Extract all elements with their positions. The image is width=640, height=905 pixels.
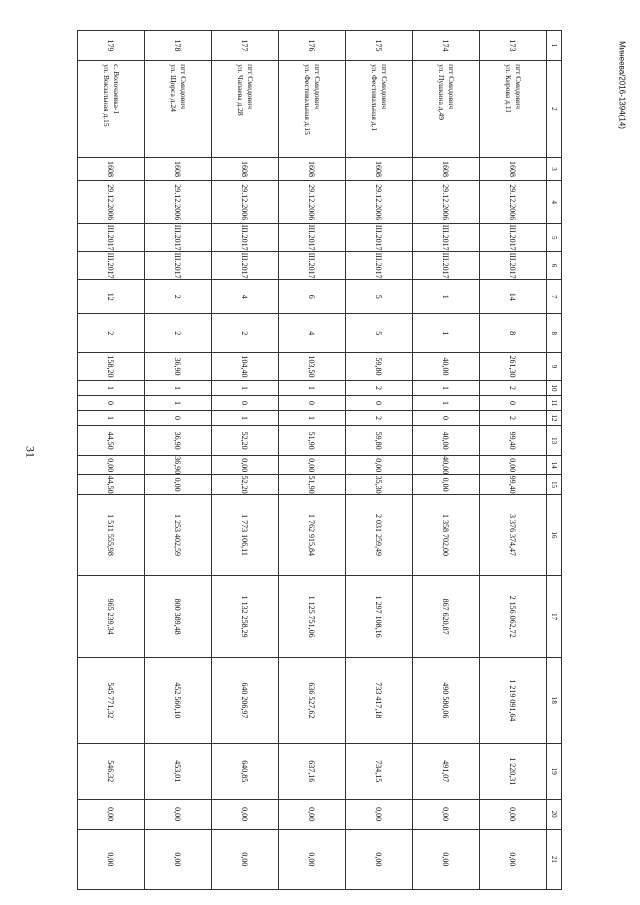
table-cell: 0,00: [279, 829, 346, 889]
address-line: пгт Смидович: [380, 64, 389, 109]
table-cell: III.2017: [346, 224, 413, 252]
address-line: ул. Фестивальная д.15: [303, 64, 312, 135]
table-cell: 0,00: [212, 829, 279, 889]
table-cell: 173: [480, 31, 547, 61]
table-cell: 2: [346, 411, 413, 426]
table-cell: 0,00: [413, 799, 480, 829]
table-cell: 1: [413, 380, 480, 395]
table-cell: 2: [78, 314, 145, 353]
table-cell: 175: [346, 31, 413, 61]
table-cell: 8: [480, 314, 547, 353]
table-row: [480, 31, 547, 890]
table-cell: 51,90: [279, 475, 346, 494]
column-number-cell: 11: [547, 395, 562, 410]
table-cell: 2: [212, 314, 279, 353]
table-cell: 491,07: [413, 743, 480, 799]
table-cell: 40,00: [413, 353, 480, 381]
table-cell: 178: [145, 31, 212, 61]
table-cell: III.2017: [480, 252, 547, 280]
table-cell: III.2017: [279, 252, 346, 280]
table-cell: 5: [346, 280, 413, 314]
table-cell: 0,00: [145, 799, 212, 829]
table-cell: 1 125 751,06: [279, 576, 346, 658]
table-cell: III.2017: [480, 224, 547, 252]
table-cell: 29.12.2006: [78, 181, 145, 224]
table-cell: 12: [78, 280, 145, 314]
table-row: [346, 31, 413, 890]
table-cell: 6: [279, 280, 346, 314]
address-line: пгт Смидович: [179, 64, 188, 109]
table-cell: 29.12.2006: [346, 181, 413, 224]
table-cell: 734,15: [346, 743, 413, 799]
table-cell: 1 511 555,98: [78, 494, 145, 576]
table-cell: 640 206,97: [212, 657, 279, 743]
column-number-cell: 15: [547, 475, 562, 494]
table-cell: 99,40: [480, 426, 547, 456]
table-cell: 2: [145, 314, 212, 353]
table-cell: 0,00: [480, 829, 547, 889]
table-cell: 1608: [145, 157, 212, 181]
table-cell: III.2017: [78, 252, 145, 280]
column-number-cell: 2: [547, 61, 562, 158]
table-cell: 1608: [78, 157, 145, 181]
table-cell: 3 376 374,47: [480, 494, 547, 576]
table-cell: 1 358 702,00: [413, 494, 480, 576]
column-number-cell: 21: [547, 829, 562, 889]
column-number-cell: 20: [547, 799, 562, 829]
table-cell: 35,30: [346, 475, 413, 494]
address-line: ул. Чапаева д.28: [236, 64, 245, 116]
table-cell: 4: [212, 280, 279, 314]
table-cell: 176: [279, 31, 346, 61]
table-cell: 36,90: [145, 456, 212, 475]
address-cell: [78, 61, 145, 158]
address-line: ул. Кирова д.11: [504, 64, 513, 114]
address-line: с. Волочаевка-1: [112, 64, 121, 115]
page-number: 31: [23, 446, 38, 458]
address-line: пгт Смидович: [447, 64, 456, 109]
table-cell: 0: [212, 395, 279, 410]
address-line: пгт Смидович: [246, 64, 255, 109]
table-cell: 1: [78, 411, 145, 426]
table-cell: 0: [279, 395, 346, 410]
column-number-cell: 8: [547, 314, 562, 353]
table-cell: 174: [413, 31, 480, 61]
table-cell: 1: [413, 395, 480, 410]
table-cell: 0,00: [212, 456, 279, 475]
table-cell: 0: [78, 395, 145, 410]
table-cell: 452 560,10: [145, 657, 212, 743]
column-number-cell: 6: [547, 252, 562, 280]
data-table: [77, 30, 562, 890]
address-cell: [212, 61, 279, 158]
table-cell: 44,50: [78, 475, 145, 494]
table-cell: 29.12.2006: [413, 181, 480, 224]
table-cell: III.2017: [78, 224, 145, 252]
table-cell: 0,00: [279, 799, 346, 829]
column-number-cell: 1: [547, 31, 562, 61]
table-cell: 0,00: [212, 799, 279, 829]
table-cell: 0,00: [480, 456, 547, 475]
table-cell: 1: [145, 380, 212, 395]
column-number-cell: 7: [547, 280, 562, 314]
table-cell: 800 389,48: [145, 576, 212, 658]
table-cell: 158,20: [78, 353, 145, 381]
table-cell: III.2017: [413, 224, 480, 252]
table-cell: 490 580,06: [413, 657, 480, 743]
table-cell: 99,40: [480, 475, 547, 494]
table-cell: 0,00: [346, 799, 413, 829]
table-cell: 453,01: [145, 743, 212, 799]
table-cell: 0: [480, 395, 547, 410]
table-cell: 1 762 915,84: [279, 494, 346, 576]
table-cell: 1608: [279, 157, 346, 181]
table-cell: 1 773 106,11: [212, 494, 279, 576]
column-number-cell: 13: [547, 426, 562, 456]
table-cell: 2 031 259,49: [346, 494, 413, 576]
table-cell: 179: [78, 31, 145, 61]
table-cell: 59,80: [346, 426, 413, 456]
table-cell: 2: [480, 411, 547, 426]
table-cell: III.2017: [145, 224, 212, 252]
table-cell: 0,00: [145, 475, 212, 494]
column-number-cell: 17: [547, 576, 562, 658]
table-cell: 867 620,87: [413, 576, 480, 658]
table-cell: 36,90: [145, 426, 212, 456]
table-cell: 40,00: [413, 456, 480, 475]
column-number-cell: 9: [547, 353, 562, 381]
table-cell: 1: [212, 411, 279, 426]
table-cell: 1 220,31: [480, 743, 547, 799]
table-cell: 0,00: [413, 475, 480, 494]
table-cell: III.2017: [279, 224, 346, 252]
table-cell: 1608: [212, 157, 279, 181]
address-cell: [279, 61, 346, 158]
table-cell: 0,00: [346, 456, 413, 475]
address-cell: [480, 61, 547, 158]
table-cell: III.2017: [212, 224, 279, 252]
column-number-cell: 10: [547, 380, 562, 395]
address-cell: [346, 61, 413, 158]
table-cell: 1: [279, 380, 346, 395]
address-cell: [145, 61, 212, 158]
table-cell: 0,00: [279, 456, 346, 475]
address-line: ул. Щорса д.24: [169, 64, 178, 112]
column-number-cell: 19: [547, 743, 562, 799]
table-cell: III.2017: [212, 252, 279, 280]
table-cell: 640,85: [212, 743, 279, 799]
table-cell: 0,00: [413, 829, 480, 889]
table-cell: III.2017: [346, 252, 413, 280]
column-number-cell: 3: [547, 157, 562, 181]
table-cell: 177: [212, 31, 279, 61]
table-cell: 733 417,18: [346, 657, 413, 743]
table-cell: 1608: [346, 157, 413, 181]
table-cell: 36,90: [145, 353, 212, 381]
table-cell: 965 239,34: [78, 576, 145, 658]
table-cell: 4: [279, 314, 346, 353]
table-cell: 636 527,62: [279, 657, 346, 743]
table-cell: 0: [346, 395, 413, 410]
table-cell: 546,32: [78, 743, 145, 799]
table-cell: 1: [212, 380, 279, 395]
address-line: ул. Пушкина д.49: [437, 64, 446, 120]
column-number-cell: 14: [547, 456, 562, 475]
address-line: пгт Смидович: [514, 64, 523, 109]
table-cell: 2 156 062,72: [480, 576, 547, 658]
table-cell: 29.12.2006: [279, 181, 346, 224]
table-cell: 0: [413, 411, 480, 426]
table-cell: 2: [346, 380, 413, 395]
table-cell: 44,50: [78, 426, 145, 456]
table-cell: 104,40: [212, 353, 279, 381]
table-cell: 1 219 091,64: [480, 657, 547, 743]
column-number-cell: 16: [547, 494, 562, 576]
table-cell: 29.12.2006: [480, 181, 547, 224]
table-cell: 0: [145, 411, 212, 426]
table-cell: 29.12.2006: [145, 181, 212, 224]
column-number-cell: 4: [547, 181, 562, 224]
table-cell: III.2017: [413, 252, 480, 280]
table-row: [145, 31, 212, 890]
address-cell: [413, 61, 480, 158]
table-cell: 1 297 108,16: [346, 576, 413, 658]
document-code: Минеева/2016-1394(14): [617, 41, 627, 129]
column-number-cell: 18: [547, 657, 562, 743]
column-number-cell: 5: [547, 224, 562, 252]
table-cell: 51,90: [279, 426, 346, 456]
table-row: [212, 31, 279, 890]
table-cell: 14: [480, 280, 547, 314]
table-cell: 1608: [413, 157, 480, 181]
table-cell: 103,50: [279, 353, 346, 381]
table-row: [78, 31, 145, 890]
table-cell: 0,00: [78, 829, 145, 889]
table-cell: 1: [413, 280, 480, 314]
table-row: [279, 31, 346, 890]
table-cell: 637,16: [279, 743, 346, 799]
table-cell: 1608: [480, 157, 547, 181]
rotated-table-sheet: [78, 30, 562, 890]
address-line: пгт Смидович: [313, 64, 322, 109]
table-cell: 0,00: [78, 456, 145, 475]
table-cell: 52,20: [212, 475, 279, 494]
address-line: ул. Вокзальная д.15: [102, 64, 111, 127]
table-cell: 29.12.2006: [212, 181, 279, 224]
table-cell: 0,00: [78, 799, 145, 829]
table-cell: 1: [279, 411, 346, 426]
address-line: ул. Фестивальная д.1: [370, 64, 379, 132]
table-row: [413, 31, 480, 890]
table-cell: 545 771,32: [78, 657, 145, 743]
table-cell: 261,30: [480, 353, 547, 381]
table-cell: 0,00: [480, 799, 547, 829]
table-cell: 1 253 402,59: [145, 494, 212, 576]
table-cell: 1: [145, 395, 212, 410]
table-cell: 59,80: [346, 353, 413, 381]
table-cell: 0,00: [145, 829, 212, 889]
table-cell: 40,00: [413, 426, 480, 456]
column-number-row: [547, 31, 562, 890]
table-cell: 1: [78, 380, 145, 395]
column-number-cell: 12: [547, 411, 562, 426]
table-cell: 1 132 258,29: [212, 576, 279, 658]
table-cell: 2: [145, 280, 212, 314]
table-cell: 2: [480, 380, 547, 395]
table-cell: 52,20: [212, 426, 279, 456]
table-cell: 5: [346, 314, 413, 353]
table-cell: 0,00: [346, 829, 413, 889]
table-cell: III.2017: [145, 252, 212, 280]
table-cell: 1: [413, 314, 480, 353]
